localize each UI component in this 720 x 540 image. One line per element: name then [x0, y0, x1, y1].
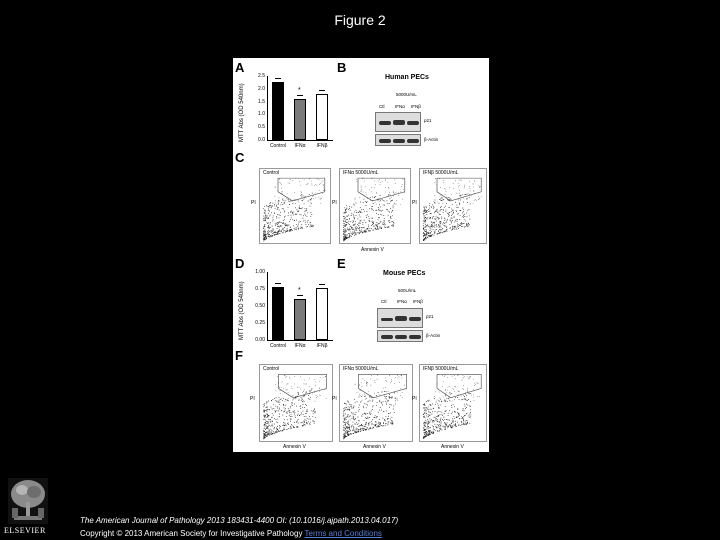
chart-y-axis [267, 272, 268, 340]
panel-e-blot-p21 [377, 308, 423, 328]
bar-ifnα [294, 299, 306, 340]
gate-outline [437, 374, 481, 397]
panel-d-chart [251, 268, 335, 352]
panel-label-f: F [235, 348, 243, 363]
panel-b-heading: Human PECs [385, 74, 429, 81]
panel-label-d: D [235, 256, 245, 271]
error-bar [275, 78, 281, 79]
y-tick-label: 1.0 [258, 111, 265, 118]
y-tick-label: 0.0 [258, 137, 265, 143]
x-category-label: IFNα [294, 343, 306, 349]
panel-c-ylabel-2: PI [332, 200, 337, 206]
y-tick-label: 0.00 [255, 337, 265, 343]
elsevier-tree-logo-icon [8, 478, 48, 524]
panel-e-lane-3: IFNβ [413, 299, 423, 304]
gate-outline [358, 178, 405, 201]
y-tick-label: 0.5 [258, 124, 265, 131]
x-category-label: IFNβ [316, 343, 328, 349]
panel-f-ylabel-1: PI [250, 396, 255, 402]
significance-star: * [298, 87, 301, 95]
panel-a-ylabel: MTT Abs (OD 540nm) [239, 83, 245, 142]
gate-outline [278, 178, 325, 201]
bar-ifnβ [316, 288, 328, 340]
panel-e-band-p21: p21 [426, 314, 434, 319]
significance-star: * [298, 287, 301, 295]
panel-b-blot-actin [375, 134, 421, 146]
panel-c-flow-ifnb: IFNβ 5000U/mL [419, 168, 487, 244]
x-category-label: IFNα [294, 143, 306, 149]
panel-b-lane-1: Ctl [379, 104, 385, 109]
panel-f-flow-ifnb: IFNβ 5000U/mL [419, 364, 487, 442]
panel-label-e: E [337, 256, 346, 271]
panel-e-heading: Mouse PECs [383, 270, 426, 277]
panel-a-chart [251, 72, 335, 152]
copyright-line [80, 529, 382, 538]
panel-e-blot-actin [377, 330, 423, 342]
x-category-label: Control [269, 143, 287, 149]
error-bar [275, 283, 281, 284]
y-tick-label: 2.5 [258, 73, 265, 79]
panel-label-b: B [337, 60, 347, 75]
chart-x-axis [267, 340, 333, 341]
x-category-label: Control [269, 343, 287, 349]
panel-d-ylabel: MTT Abs (OD 540nm) [239, 281, 245, 340]
panel-label-c: C [235, 150, 245, 165]
panel-f-flow-control: Control [259, 364, 333, 442]
panel-f-xlabel-3: Annexin V [441, 444, 464, 450]
y-tick-label: 0.75 [255, 286, 265, 292]
panel-e-lane-1: Ctl [381, 299, 387, 304]
bar-ifnα [294, 99, 306, 140]
panel-label-a: A [235, 60, 245, 75]
y-tick-label: 0.25 [255, 320, 265, 326]
chart-y-axis [267, 76, 268, 140]
figure-image [233, 58, 489, 452]
terms-link[interactable]: Terms and Conditions [304, 529, 382, 538]
panel-c-flow-control: Control [259, 168, 331, 244]
panel-e-dose: 500U/mL [398, 288, 417, 293]
panel-b-band-actin: β-Actin [424, 137, 439, 142]
copyright-text: Copyright © 2013 American Society for Investigative Pathology [80, 529, 303, 538]
error-bar [319, 284, 325, 285]
error-bar [297, 295, 303, 296]
y-tick-label: 1.00 [255, 269, 265, 275]
panel-f-xlabel-2: Annexin V [363, 444, 386, 450]
y-tick-label: 2.0 [258, 85, 265, 92]
gate-outline [279, 374, 327, 397]
panel-b-lane-2: IFNα [395, 104, 405, 109]
panel-b-lane-3: IFNβ [411, 104, 421, 109]
y-tick-label: 1.5 [258, 98, 265, 105]
error-bar [319, 90, 325, 91]
panel-b-band-p21: p21 [424, 118, 432, 123]
panel-f-flow-ifna: IFNα 5000U/mL [339, 364, 413, 442]
error-bar [297, 95, 303, 96]
bar-ifnβ [316, 94, 328, 140]
panel-c-flow-ifna: IFNα 5000U/mL [339, 168, 411, 244]
panel-c-ylabel-1: PI [251, 200, 256, 206]
panel-f-ylabel-2: PI [332, 396, 337, 402]
publisher-name: ELSEVIER [4, 526, 46, 535]
panel-f-ylabel-3: PI [412, 396, 417, 402]
page-title: Figure 2 [334, 12, 386, 28]
panel-e-band-actin: β-Actin [426, 333, 441, 338]
panel-c-xlabel: Annexin V [361, 247, 384, 253]
bar-control [272, 287, 284, 340]
gate-outline [437, 178, 481, 201]
bar-control [272, 82, 284, 140]
citation-text: The American Journal of Pathology 2013 183431-4400 OI: (10.1016/j.ajpath.2013.04.017) [80, 516, 399, 525]
panel-b-blot-p21 [375, 112, 421, 132]
chart-x-axis [267, 140, 333, 141]
panel-e-lane-2: IFNα [397, 299, 407, 304]
x-category-label: IFNβ [316, 143, 328, 149]
panel-f-xlabel-1: Annexin V [283, 444, 306, 450]
panel-b-dose: 5000U/mL [396, 92, 417, 97]
gate-outline [359, 374, 407, 397]
y-tick-label: 0.50 [255, 303, 265, 309]
panel-c-ylabel-3: PI [412, 200, 417, 206]
